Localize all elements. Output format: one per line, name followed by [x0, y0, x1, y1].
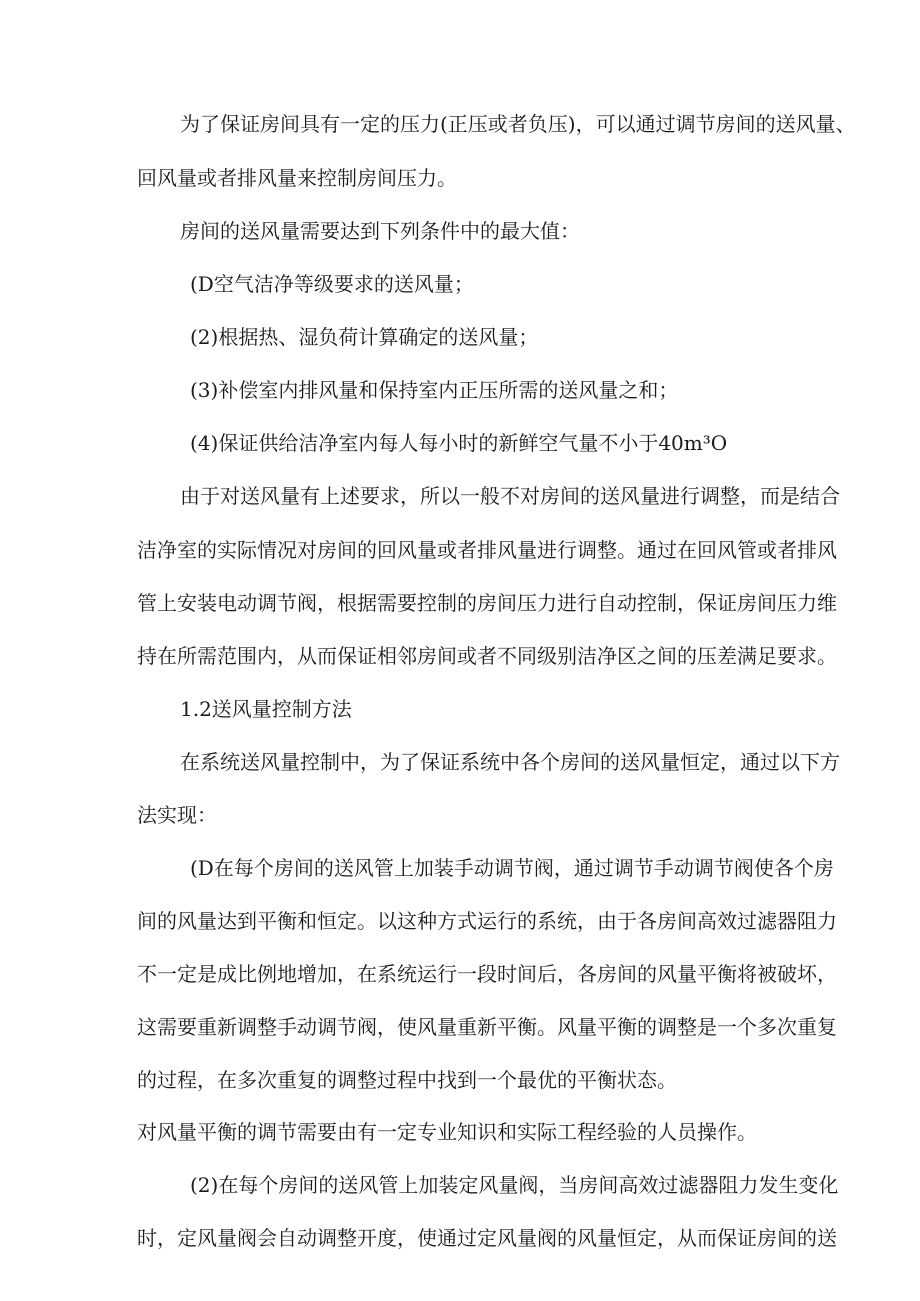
paragraph-constant-valve-line-2: 时，定风量阀会自动调整开度，使通过定风量阀的风量恒定，从而保证房间的送 — [137, 1226, 837, 1250]
paragraph-manual-valve-line-4: 这需要重新调整手动调节阀，使风量重新平衡。风量平衡的调整是一个多次重复 — [137, 1015, 837, 1039]
paragraph-manual-valve-line-3: 不一定是成比例地增加，在系统运行一段时间后，各房间的风量平衡将被破坏， — [137, 962, 837, 986]
paragraph-adjustment-line-3: 管上安装电动调节阀，根据需要控制的房间压力进行自动控制，保证房间压力维 — [137, 591, 837, 615]
paragraph-pressure-line-2: 回风量或者排风量来控制房间压力。 — [137, 166, 457, 190]
paragraph-supply-conditions: 房间的送风量需要达到下列条件中的最大值： — [180, 219, 580, 243]
list-item-3: (3)补偿室内排风量和保持室内正压所需的送风量之和； — [190, 378, 679, 402]
section-heading: 1.2送风量控制方法 — [180, 697, 352, 721]
paragraph-adjustment-line-4: 持在所需范围内，从而保证相邻房间或者不同级别洁净区之间的压差满足要求。 — [137, 644, 837, 668]
paragraph-methods-line-1: 在系统送风量控制中，为了保证系统中各个房间的送风量恒定，通过以下方 — [180, 750, 840, 774]
paragraph-adjustment-line-1: 由于对送风量有上述要求，所以一般不对房间的送风量进行调整，而是结合 — [180, 484, 840, 508]
list-item-4: (4)保证供给洁净室内每人每小时的新鲜空气量不小于40m³O — [190, 431, 728, 455]
paragraph-manual-valve-line-5: 的过程，在多次重复的调整过程中找到一个最优的平衡状态。 — [137, 1068, 677, 1092]
paragraph-methods-line-2: 法实现： — [137, 803, 217, 827]
paragraph-pressure-line-1: 为了保证房间具有一定的压力(正压或者负压)，可以通过调节房间的送风量、 — [180, 112, 856, 136]
paragraph-adjustment-line-2: 洁净室的实际情况对房间的回风量或者排风量进行调整。通过在回风管或者排风 — [137, 538, 837, 562]
paragraph-operators: 对风量平衡的调节需要由有一定专业知识和实际工程经验的人员操作。 — [137, 1120, 757, 1144]
paragraph-manual-valve-line-1: (D在每个房间的送风管上加装手动调节阀，通过调节手动调节阀使各个房 — [190, 856, 834, 880]
list-item-2: (2)根据热、湿负荷计算确定的送风量； — [190, 325, 539, 349]
paragraph-manual-valve-line-2: 间的风量达到平衡和恒定。以这种方式运行的系统，由于各房间高效过滤器阻力 — [137, 909, 837, 933]
paragraph-constant-valve-line-1: (2)在每个房间的送风管上加装定风量阀，当房间高效过滤器阻力发生变化 — [190, 1173, 839, 1197]
list-item-1: (D空气洁净等级要求的送风量； — [190, 272, 474, 296]
